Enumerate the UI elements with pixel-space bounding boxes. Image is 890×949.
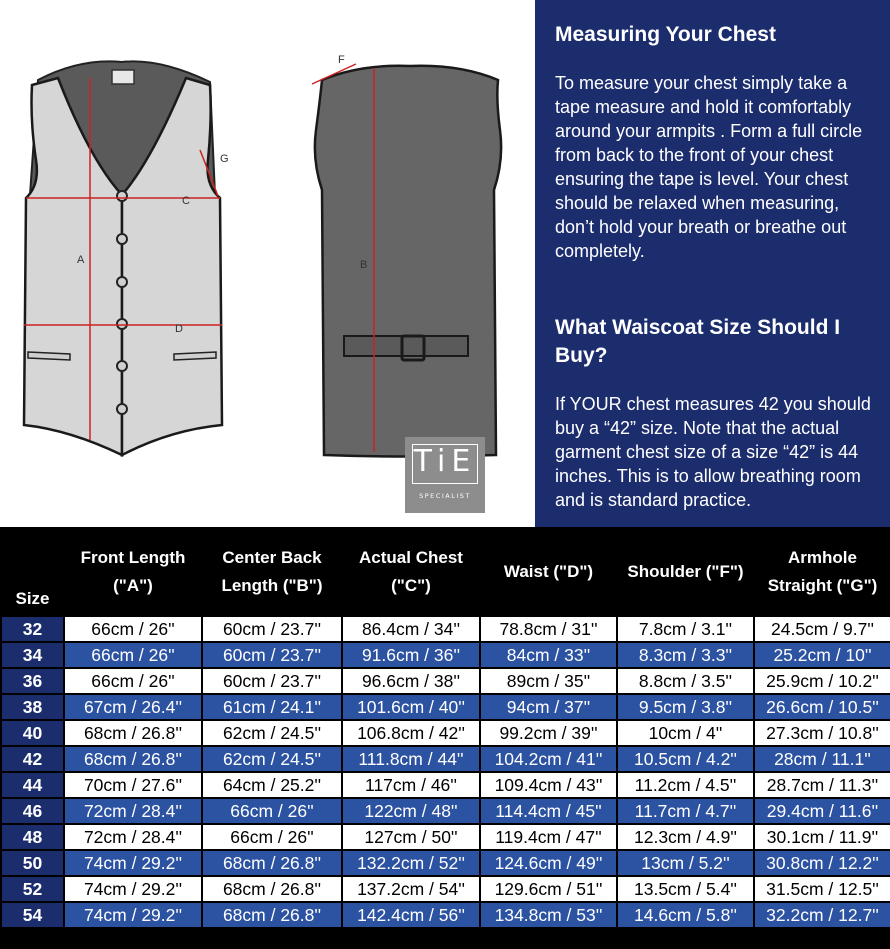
table-row xyxy=(1,798,890,824)
table-cell: 91.6cm / 36'' xyxy=(342,642,480,668)
table-cell: 74cm / 29.2'' xyxy=(64,850,202,876)
table-row xyxy=(1,642,890,668)
table-cell: 62cm / 24.5'' xyxy=(202,720,342,746)
table-cell: 114.4cm / 45'' xyxy=(480,798,617,824)
table-cell: 29.4cm / 11.6'' xyxy=(754,798,890,824)
table-cell: 99.2cm / 39'' xyxy=(480,720,617,746)
table-cell: 60cm / 23.7'' xyxy=(202,642,342,668)
size-cell: 44 xyxy=(1,772,64,798)
table-cell: 68cm / 26.8'' xyxy=(202,850,342,876)
size-cell: 40 xyxy=(1,720,64,746)
table-row xyxy=(1,668,890,694)
label-b: B xyxy=(360,259,368,271)
table-cell: 66cm / 26'' xyxy=(64,616,202,642)
table-cell: 68cm / 26.8'' xyxy=(64,720,202,746)
table-cell: 86.4cm / 34'' xyxy=(342,616,480,642)
table-cell: 129.6cm / 51'' xyxy=(480,876,617,902)
table-cell: 94cm / 37'' xyxy=(480,694,617,720)
table-cell: 9.5cm / 3.8'' xyxy=(617,694,754,720)
table-cell: 26.6cm / 10.5'' xyxy=(754,694,890,720)
logo-subtext: SPECIALIST xyxy=(419,492,471,500)
column-header: Front Length ("A") xyxy=(64,528,202,616)
column-header: Size xyxy=(1,528,64,616)
table-cell: 12.3cm / 4.9'' xyxy=(617,824,754,850)
table-cell: 124.6cm / 49'' xyxy=(480,850,617,876)
table-cell: 8.3cm / 3.3'' xyxy=(617,642,754,668)
table-cell: 11.2cm / 4.5'' xyxy=(617,772,754,798)
table-row xyxy=(1,746,890,772)
table-cell: 66cm / 26'' xyxy=(202,824,342,850)
table-row xyxy=(1,616,890,642)
table-cell: 25.2cm / 10'' xyxy=(754,642,890,668)
table-cell: 96.6cm / 38'' xyxy=(342,668,480,694)
size-cell: 54 xyxy=(1,902,64,928)
column-header: Armhole Straight ("G") xyxy=(754,528,890,616)
table-cell: 8.8cm / 3.5'' xyxy=(617,668,754,694)
size-cell: 52 xyxy=(1,876,64,902)
table-cell: 66cm / 26'' xyxy=(64,642,202,668)
table-cell: 66cm / 26'' xyxy=(64,668,202,694)
table-cell: 30.1cm / 11.9'' xyxy=(754,824,890,850)
table-cell: 61cm / 24.1'' xyxy=(202,694,342,720)
column-header: Shoulder ("F") xyxy=(617,528,754,616)
table-header-row xyxy=(1,528,890,616)
size-cell: 48 xyxy=(1,824,64,850)
table-cell: 142.4cm / 56'' xyxy=(342,902,480,928)
size-cell: 38 xyxy=(1,694,64,720)
table-cell: 127cm / 50'' xyxy=(342,824,480,850)
front-vest xyxy=(24,61,229,455)
size-cell: 32 xyxy=(1,616,64,642)
table-cell: 30.8cm / 12.2'' xyxy=(754,850,890,876)
column-header: Waist ("D") xyxy=(480,528,617,616)
table-cell: 32.2cm / 12.7'' xyxy=(754,902,890,928)
label-c: C xyxy=(182,195,190,207)
vest-illustration xyxy=(0,0,535,527)
label-a: A xyxy=(77,254,85,266)
brand-logo xyxy=(405,437,485,513)
table-cell: 10.5cm / 4.2'' xyxy=(617,746,754,772)
table-cell: 10cm / 4'' xyxy=(617,720,754,746)
table-row xyxy=(1,850,890,876)
back-vest xyxy=(312,54,501,457)
table-row xyxy=(1,876,890,902)
table-cell: 60cm / 23.7'' xyxy=(202,616,342,642)
column-header: Actual Chest ("C") xyxy=(342,528,480,616)
table-cell: 13cm / 5.2'' xyxy=(617,850,754,876)
table-cell: 25.9cm / 10.2'' xyxy=(754,668,890,694)
table-cell: 62cm / 24.5'' xyxy=(202,746,342,772)
table-cell: 72cm / 28.4'' xyxy=(64,824,202,850)
table-cell: 60cm / 23.7'' xyxy=(202,668,342,694)
table-cell: 72cm / 28.4'' xyxy=(64,798,202,824)
table-cell: 106.8cm / 42'' xyxy=(342,720,480,746)
size-cell: 36 xyxy=(1,668,64,694)
info-panel xyxy=(535,0,890,527)
table-cell: 66cm / 26'' xyxy=(202,798,342,824)
table-cell: 68cm / 26.8'' xyxy=(202,876,342,902)
table-cell: 70cm / 27.6'' xyxy=(64,772,202,798)
table-cell: 24.5cm / 9.7'' xyxy=(754,616,890,642)
table-cell: 64cm / 25.2'' xyxy=(202,772,342,798)
label-d: D xyxy=(175,323,183,335)
size-advice: If YOUR chest measures 42 you should buy a “42” size. Note that the actual garment chest size of a size “42” is 44 inches. This is to allow breathing room and is standard practice. xyxy=(555,394,871,510)
label-f: F xyxy=(338,54,345,66)
size-cell: 34 xyxy=(1,642,64,668)
label-g: G xyxy=(220,153,229,165)
table-cell: 104.2cm / 41'' xyxy=(480,746,617,772)
table-row xyxy=(1,824,890,850)
table-cell: 89cm / 35'' xyxy=(480,668,617,694)
table-cell: 78.8cm / 31'' xyxy=(480,616,617,642)
column-header: Center Back Length ("B") xyxy=(202,528,342,616)
measuring-instructions: To measure your chest simply take a tape measure and hold it comfortably around your armpits . Form a full circle from back to the front of your chest ensuring the tape is level. Your chest should be relaxed when measuring, don’t hold your breath or breathe out completely. xyxy=(555,73,863,261)
size-cell: 50 xyxy=(1,850,64,876)
table-row xyxy=(1,694,890,720)
table-cell: 28.7cm / 11.3'' xyxy=(754,772,890,798)
size-cell: 42 xyxy=(1,746,64,772)
table-cell: 13.5cm / 5.4'' xyxy=(617,876,754,902)
table-cell: 74cm / 29.2'' xyxy=(64,902,202,928)
size-table xyxy=(0,527,890,929)
table-row xyxy=(1,720,890,746)
table-cell: 27.3cm / 10.8'' xyxy=(754,720,890,746)
table-cell: 68cm / 26.8'' xyxy=(202,902,342,928)
table-cell: 132.2cm / 52'' xyxy=(342,850,480,876)
table-cell: 134.8cm / 53'' xyxy=(480,902,617,928)
table-row xyxy=(1,902,890,928)
size-cell: 46 xyxy=(1,798,64,824)
table-cell: 14.6cm / 5.8'' xyxy=(617,902,754,928)
table-cell: 109.4cm / 43'' xyxy=(480,772,617,798)
table-cell: 111.8cm / 44'' xyxy=(342,746,480,772)
logo-text: TiE xyxy=(413,444,477,479)
table-cell: 122cm / 48'' xyxy=(342,798,480,824)
table-cell: 137.2cm / 54'' xyxy=(342,876,480,902)
table-cell: 74cm / 29.2'' xyxy=(64,876,202,902)
table-cell: 7.8cm / 3.1'' xyxy=(617,616,754,642)
table-row xyxy=(1,772,890,798)
table-cell: 31.5cm / 12.5'' xyxy=(754,876,890,902)
table-cell: 11.7cm / 4.7'' xyxy=(617,798,754,824)
table-cell: 117cm / 46'' xyxy=(342,772,480,798)
size-chart xyxy=(0,527,890,949)
table-cell: 67cm / 26.4'' xyxy=(64,694,202,720)
heading-size-question: What Waiscoat Size Should I Buy? xyxy=(555,316,841,367)
table-cell: 28cm / 11.1'' xyxy=(754,746,890,772)
table-cell: 68cm / 26.8'' xyxy=(64,746,202,772)
table-cell: 101.6cm / 40'' xyxy=(342,694,480,720)
table-cell: 119.4cm / 47'' xyxy=(480,824,617,850)
heading-measuring-chest: Measuring Your Chest xyxy=(555,23,776,46)
table-cell: 84cm / 33'' xyxy=(480,642,617,668)
